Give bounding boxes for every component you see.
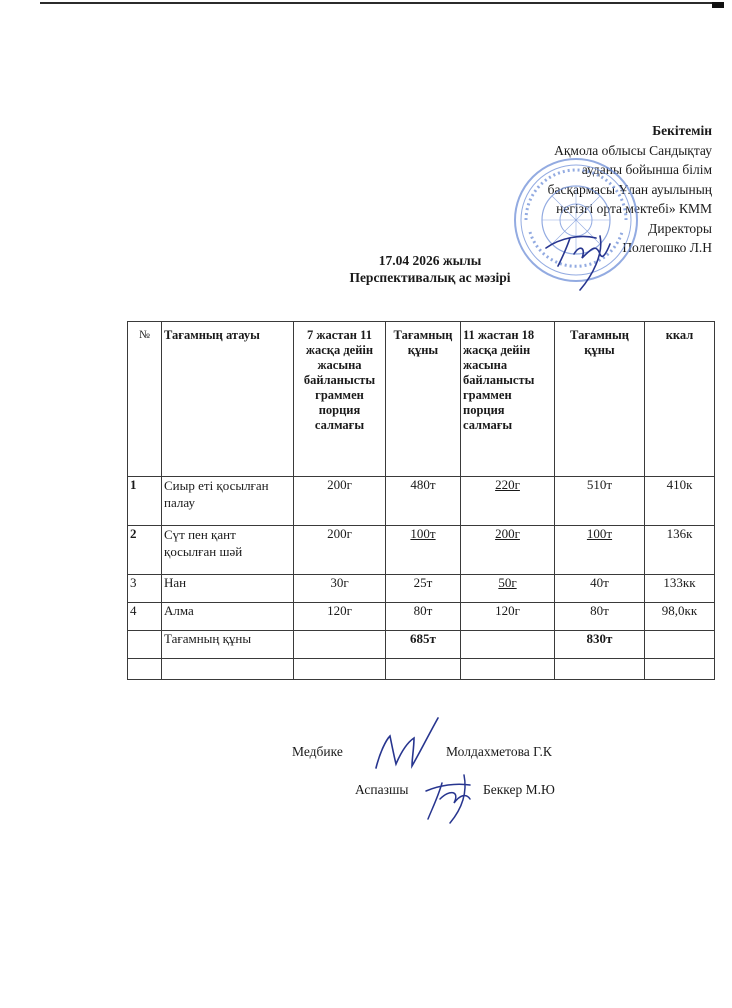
nurse-name: Молдахметова Г.К (446, 744, 552, 759)
approval-line-2: ауданы бойынша білім (581, 162, 712, 177)
portion-7-11: 120г (294, 603, 386, 631)
cost-7-11: 80т (386, 603, 461, 631)
table-total-row (128, 631, 715, 659)
total-empty-kcal (645, 631, 715, 659)
kcal: 410к (645, 477, 715, 526)
cost-11-18: 40т (555, 575, 645, 603)
portion-11-18: 120г (461, 603, 555, 631)
menu-title: Перспективалық ас мәзірі (349, 270, 511, 285)
header-cost-7-11: Тағамның құны (386, 322, 461, 477)
cook-signature (420, 765, 492, 825)
dish-name: Алма (162, 603, 294, 631)
header-dish-name: Тағамның атауы (162, 322, 294, 477)
table-row (128, 603, 715, 631)
approval-heading: Бекітемін (652, 123, 712, 138)
cost-7-11: 25т (386, 575, 461, 603)
header-number: № (128, 322, 162, 477)
nurse-role: Медбике (292, 744, 343, 759)
row-number: 2 (128, 526, 162, 575)
total-empty-number (128, 631, 162, 659)
kcal: 133кк (645, 575, 715, 603)
total-cost-7-11: 685т (386, 631, 461, 659)
row-number: 4 (128, 603, 162, 631)
empty-cell (386, 659, 461, 680)
total-label: Тағамның құны (162, 631, 294, 659)
portion-11-18: 50г (461, 575, 555, 603)
header-portion-7-11: 7 жастан 11 жасқа дейін жасына байланысты граммен порция салмағы (294, 322, 386, 477)
row-number: 1 (128, 477, 162, 526)
cost-7-11: 100т (386, 526, 461, 575)
approval-line-5: Директоры (648, 220, 712, 236)
cost-11-18: 80т (555, 603, 645, 631)
portion-11-18: 200г (461, 526, 555, 575)
kcal: 98,0кк (645, 603, 715, 631)
header-cost-11-18: Тағамның құны (555, 322, 645, 477)
header-portion-11-18: 11 жастан 18 жасқа дейін жасына байланысты граммен порция салмағы (461, 322, 555, 477)
dish-name: Сүт пен қант қосылған шәй (162, 526, 294, 575)
total-empty-portion-2 (461, 631, 555, 659)
menu-table (127, 321, 715, 680)
scan-corner-mark (712, 2, 724, 8)
table-empty-row (128, 659, 715, 680)
kcal: 136к (645, 526, 715, 575)
portion-7-11: 200г (294, 526, 386, 575)
table-row (128, 575, 715, 603)
approval-line-4: негізгі орта мектебі» КММ (556, 201, 712, 216)
empty-cell (555, 659, 645, 680)
empty-cell (162, 659, 294, 680)
portion-7-11: 200г (294, 477, 386, 526)
menu-date: 17.04 2026 жылы (378, 253, 482, 268)
approval-line-6: Полегошко Л.Н (622, 240, 712, 255)
empty-cell (461, 659, 555, 680)
dish-name: Сиыр еті қосылған палау (162, 477, 294, 526)
row-number: 3 (128, 575, 162, 603)
dish-name: Нан (162, 575, 294, 603)
approval-line-1: Ақмола облысы Сандықтау (554, 142, 712, 158)
table-row (128, 477, 715, 526)
cook-name: Беккер М.Ю (483, 782, 555, 797)
table-header-row (128, 322, 715, 477)
cook-role: Аспазшы (355, 782, 409, 797)
portion-7-11: 30г (294, 575, 386, 603)
total-cost-11-18: 830т (555, 631, 645, 659)
table-row (128, 526, 715, 575)
scan-edge-line (40, 2, 724, 4)
cost-7-11: 480т (386, 477, 461, 526)
header-kcal: ккал (645, 322, 715, 477)
empty-cell (294, 659, 386, 680)
empty-cell (128, 659, 162, 680)
total-empty-portion (294, 631, 386, 659)
cost-11-18: 100т (555, 526, 645, 575)
portion-11-18: 220г (461, 477, 555, 526)
cost-11-18: 510т (555, 477, 645, 526)
approval-line-3: басқармасы Ұлан ауылының (547, 181, 712, 197)
empty-cell (645, 659, 715, 680)
